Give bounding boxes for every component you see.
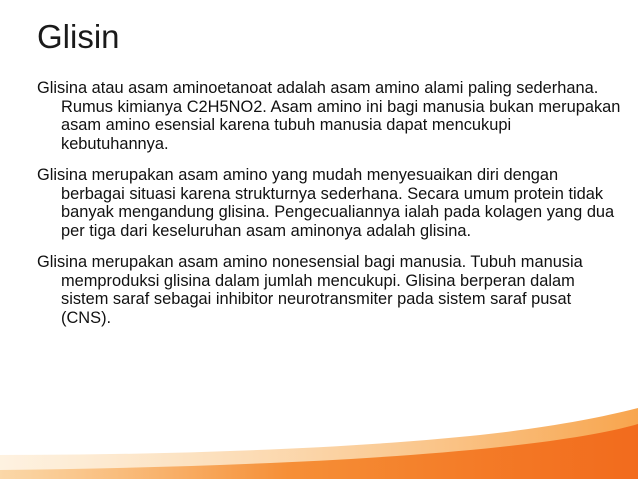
slide-body [37, 79, 622, 340]
paragraph-1: Glisina atau asam aminoetanoat adalah asam amino alami paling sederhana. Rumus kimianya C2H5NO2. Asam amino ini bagi manusia bukan merupakan asam amino esensial karena tubuh manusia dapat mencukupi kebutuhannya. [37, 79, 621, 153]
slide-title: Glisin [37, 18, 120, 55]
paragraph-3: Glisina merupakan asam amino nonesensial bagi manusia. Tubuh manusia memproduksi glisina dalam jumlah mencukupi. Glisina berperan dalam sistem saraf sebagai inhibitor neurotransmiter pada sistem saraf pusat (CNS). [37, 253, 583, 327]
paragraph-2: Glisina merupakan asam amino yang mudah menyesuaikan diri dengan berbagai situasi karena strukturnya sederhana. Secara umum protein tidak banyak mengandung glisina. Pengecualiannya ialah pada kolagen yang dua per tiga dari keseluruhan asam aminonya adalah glisina. [37, 166, 615, 240]
